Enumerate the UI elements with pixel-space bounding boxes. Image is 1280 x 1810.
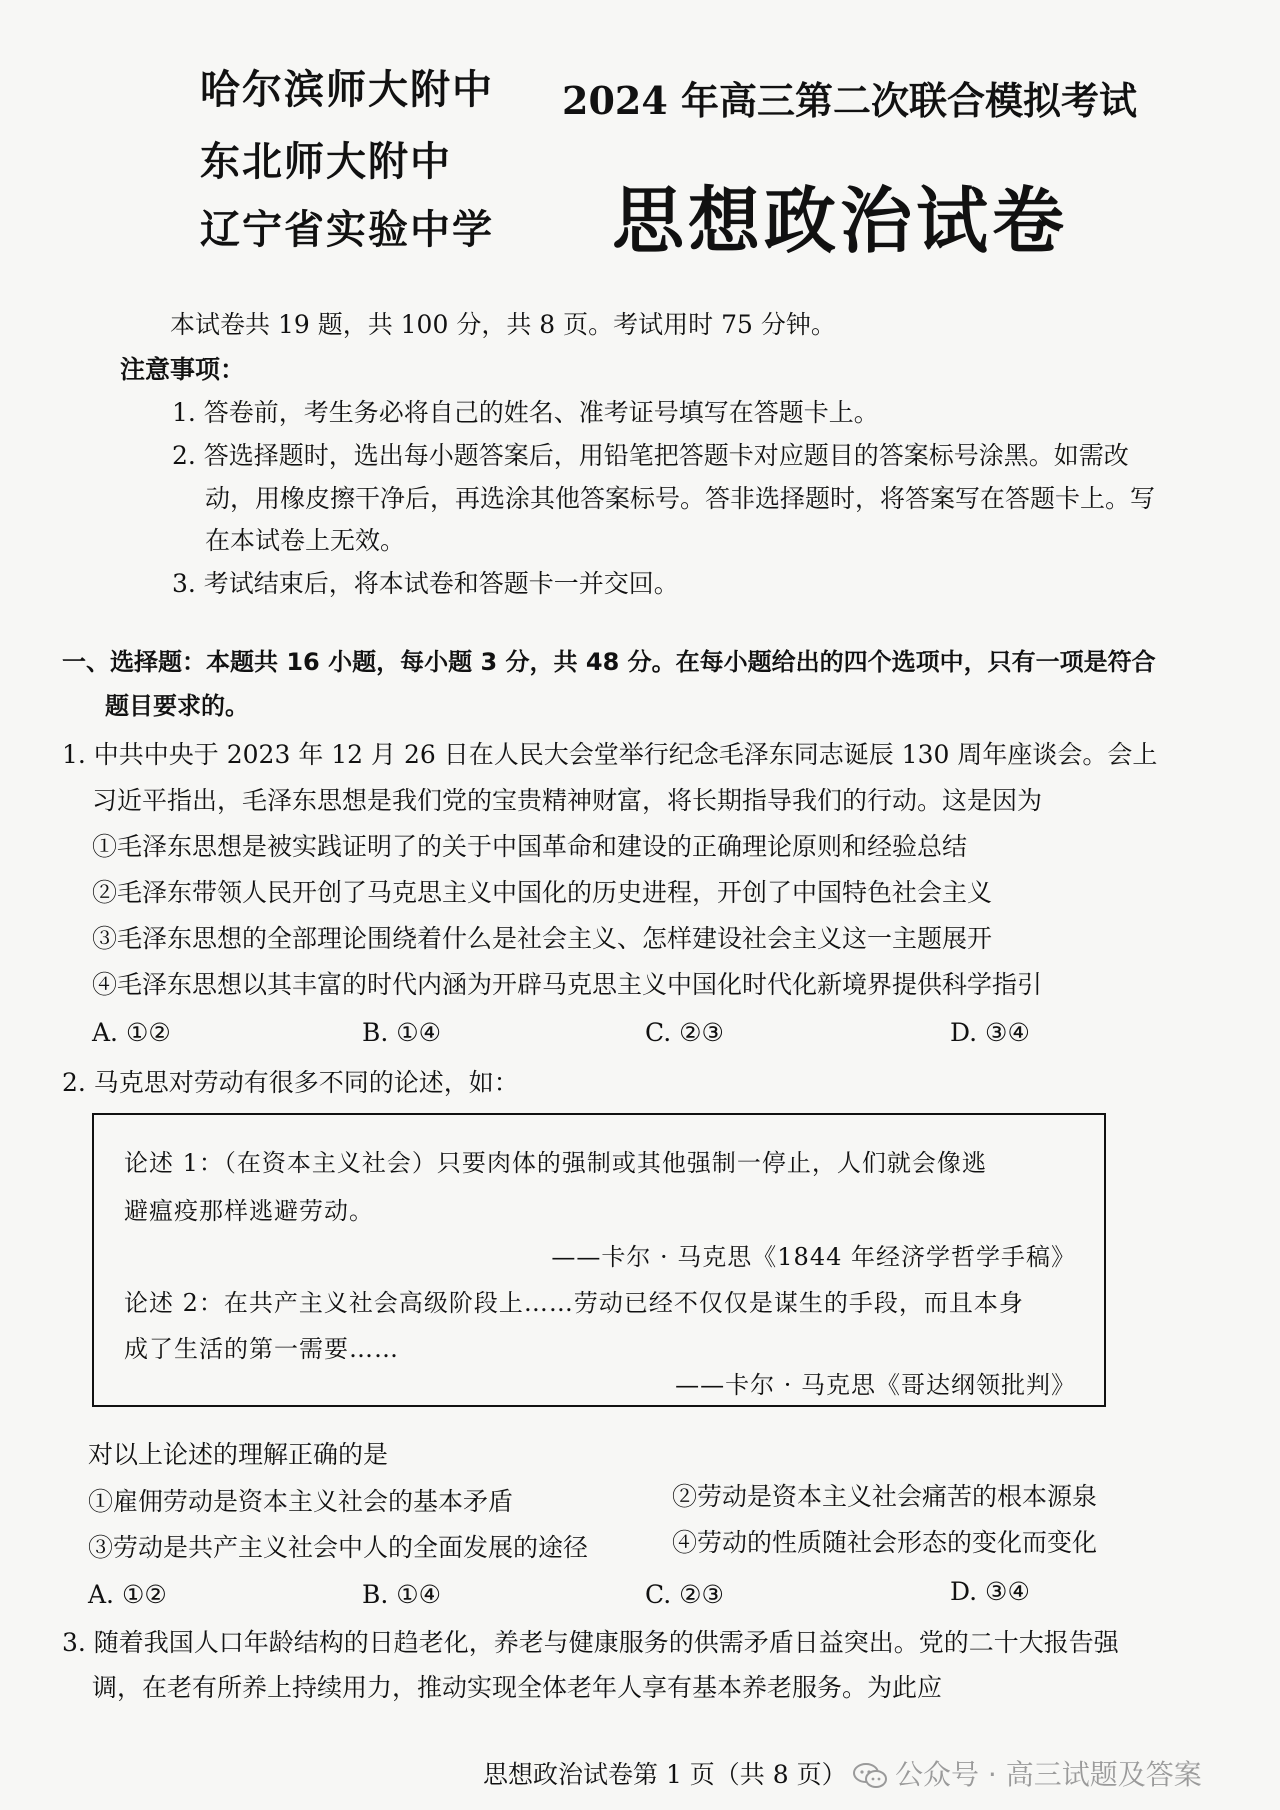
q1-option-c: C. ②③ [645,1018,724,1047]
quote-2-cont: 成了生活的第一需要…… [124,1335,399,1363]
q1-stem: 1. 中共中央于 2023 年 12 月 26 日在人民大会堂举行纪念毛泽东同志诞辰 130 周年座谈会。会上 [62,740,1158,769]
notice-item-1: 1. 答卷前，考生务必将自己的姓名、准考证号填写在答题卡上。 [172,398,879,427]
section-heading: 一、选择题：本题共 16 小题，每小题 3 分，共 48 分。在每小题给出的四个选项中，只有一项是符合 [62,648,1156,676]
q2-question: 对以上论述的理解正确的是 [88,1440,389,1469]
exam-title: 2024 年高三第二次联合模拟考试 [562,78,1137,123]
exam-summary: 本试卷共 19 题，共 100 分，共 8 页。考试用时 75 分钟。 [170,310,836,339]
q1-option-b: B. ①④ [362,1018,442,1047]
school-name-3: 辽宁省实验中学 [200,207,494,253]
q2-option-c: C. ②③ [645,1580,724,1609]
notice-item-2-cont: 动，用橡皮擦干净后，再选涂其他答案标号。答非选择题时，将答案写在答题卡上。写 [205,484,1156,513]
quote-2: 论述 2：在共产主义社会高级阶段上……劳动已经不仅仅是谋生的手段，而且本身 [124,1289,1024,1317]
q2-stem: 2. 马克思对劳动有很多不同的论述，如： [62,1068,519,1097]
quote-1-source: ——卡尔 · 马克思《1844 年经济学哲学手稿》 [551,1243,1076,1271]
page-footer: 思想政治试卷第 1 页（共 8 页） [483,1760,847,1789]
q2-option-a: A. ①② [88,1580,167,1609]
q1-stem-cont: 习近平指出，毛泽东思想是我们党的宝贵精神财富，将长期指导我们的行动。这是因为 [92,786,1043,815]
subject-title: 思想政治试卷 [612,179,1069,263]
quote-1: 论述 1：（在资本主义社会）只要肉体的强制或其他强制一停止，人们就会像逃 [124,1149,987,1177]
watermark [853,1753,1202,1793]
q2-option-d: D. ③④ [950,1577,1030,1606]
q2-option-b: B. ①④ [362,1580,442,1609]
notice-item-2: 2. 答选择题时，选出每小题答案后，用铅笔把答题卡对应题目的答案标号涂黑。如需改 [172,441,1129,470]
q1-statement-2: ②毛泽东带领人民开创了马克思主义中国化的历史进程，开创了中国特色社会主义 [92,878,993,907]
quote-2-source: ——卡尔 · 马克思《哥达纲领批判》 [675,1371,1076,1399]
notice-item-3: 3. 考试结束后，将本试卷和答题卡一并交回。 [172,569,679,598]
q2-statement-3: ③劳动是共产主义社会中人的全面发展的途径 [88,1533,589,1562]
watermark-text: 公众号 · 高三试题及答案 [895,1758,1202,1791]
q1-statement-3: ③毛泽东思想的全部理论围绕着什么是社会主义、怎样建设社会主义这一主题展开 [92,924,993,953]
q2-statement-2: ②劳动是资本主义社会痛苦的根本源泉 [672,1482,1098,1511]
school-name-2: 东北师大附中 [200,139,452,185]
quote-box [92,1113,1106,1407]
section-heading-cont: 题目要求的。 [105,692,249,720]
q3-stem: 3. 随着我国人口年龄结构的日趋老化，养老与健康服务的供需矛盾日益突出。党的二十大报告强 [62,1628,1119,1657]
school-name-1: 哈尔滨师大附中 [200,67,494,113]
q1-statement-4: ④毛泽东思想以其丰富的时代内涵为开辟马克思主义中国化时代化新境界提供科学指引 [92,970,1043,999]
quote-1-cont: 避瘟疫那样逃避劳动。 [124,1197,374,1225]
q1-option-d: D. ③④ [950,1018,1030,1047]
q2-statement-4: ④劳动的性质随社会形态的变化而变化 [672,1528,1098,1557]
chat-icon [853,1762,887,1790]
q1-option-a: A. ①② [92,1018,171,1047]
notice-title: 注意事项： [120,355,246,384]
q2-statement-1: ①雇佣劳动是资本主义社会的基本矛盾 [88,1487,514,1516]
notice-item-2-cont2: 在本试卷上无效。 [205,526,406,555]
q3-stem-cont: 调，在老有所养上持续用力，推动实现全体老年人享有基本养老服务。为此应 [92,1673,943,1702]
q1-statement-1: ①毛泽东思想是被实践证明了的关于中国革命和建设的正确理论原则和经验总结 [92,832,968,861]
